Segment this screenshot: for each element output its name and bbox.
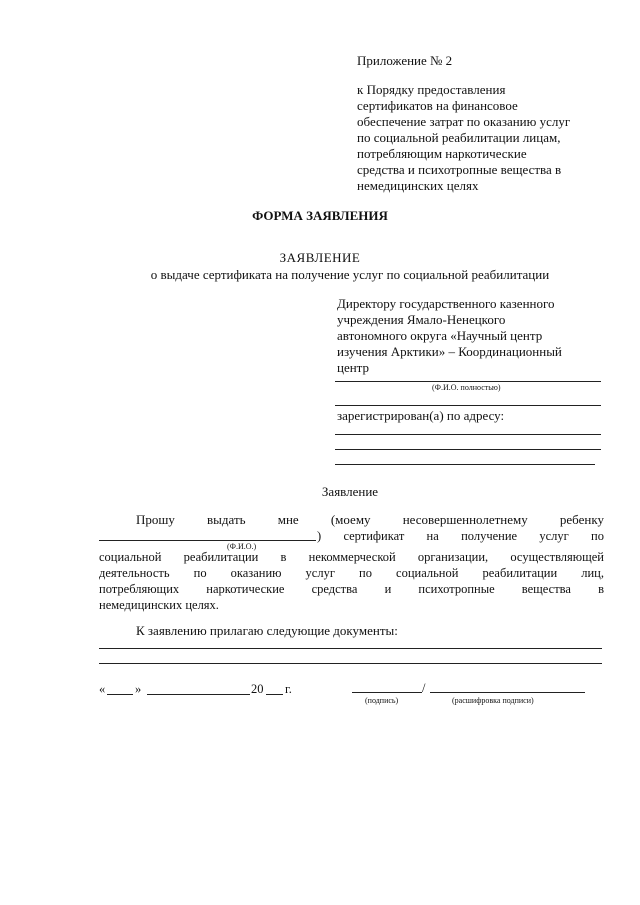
year-suffix: г. <box>285 682 292 696</box>
child-fio-line[interactable] <box>99 540 316 541</box>
form-title: ФОРМА ЗАЯВЛЕНИЯ <box>252 208 388 223</box>
day-field[interactable] <box>107 694 133 695</box>
signature-caption: (подпись) <box>365 696 399 705</box>
body-line-last: немедицинских целях. <box>99 598 219 612</box>
appendix-line: по социальной реабилитации лицам, <box>357 130 561 145</box>
appendix-line: немедицинских целях <box>357 178 479 193</box>
addressee-line: Директору государственного казенного <box>337 296 555 311</box>
appendix-line: сертификатов на финансовое <box>357 98 518 113</box>
request-line-2: ) сертификат на получение услуг по <box>317 529 604 543</box>
signature-decode-field[interactable] <box>430 692 585 693</box>
appendix-line: средства и психотропные вещества в <box>357 162 562 177</box>
date-quote-open: « <box>99 682 106 696</box>
appendix-line: к Порядку предоставления <box>357 82 506 97</box>
month-field[interactable] <box>147 694 250 695</box>
body-line: социальной реабилитации в некоммерческой организации, осуществляющей <box>99 550 604 564</box>
date-quote-close: » <box>135 682 142 696</box>
signature-field[interactable] <box>352 692 422 693</box>
body-line: потребляющих наркотические средства и психотропные вещества в <box>99 582 604 596</box>
attachments-label: К заявлению прилагаю следующие документы: <box>136 623 398 638</box>
addressee-line: автономного округа «Научный центр <box>337 328 543 343</box>
year-prefix: 20 <box>251 682 264 696</box>
fio-full-caption: (Ф.И.О. полностью) <box>432 383 501 392</box>
request-line-1 <box>136 512 604 528</box>
fio-full-line-2[interactable] <box>335 405 601 406</box>
address-line-3[interactable] <box>335 464 595 465</box>
statement-heading: ЗАЯВЛЕНИЕ <box>279 250 361 265</box>
request-word: выдать <box>207 512 246 527</box>
body-line: деятельность по оказанию услуг по социальной реабилитации лиц, <box>99 566 604 580</box>
request-word: несовершеннолетнему <box>402 512 528 527</box>
address-line-1[interactable] <box>335 434 601 435</box>
attachments-line-1[interactable] <box>99 648 602 649</box>
registered-label: зарегистрирован(а) по адресу: <box>337 408 505 423</box>
fio-full-line[interactable] <box>335 381 601 382</box>
child-fio-caption: (Ф.И.О.) <box>227 542 257 551</box>
address-line-2[interactable] <box>335 449 601 450</box>
addressee-line: изучения Арктики» – Координационный <box>337 344 562 359</box>
request-word: (моему <box>330 512 371 527</box>
addressee-line: центр <box>337 360 370 375</box>
decode-caption: (расшифровка подписи) <box>452 696 534 705</box>
year-field[interactable] <box>266 694 283 695</box>
signature-slash: / <box>422 681 426 695</box>
request-word: мне <box>277 512 299 527</box>
appendix-line: потребляющим наркотические <box>357 146 527 161</box>
request-word: ребенку <box>559 512 604 527</box>
appendix-number: Приложение № 2 <box>357 53 453 68</box>
addressee <box>337 296 617 376</box>
request-word: Прошу <box>136 512 175 527</box>
appendix-line: обеспечение затрат по оказанию услуг <box>357 114 571 129</box>
appendix-text <box>357 82 627 194</box>
attachments-line-2[interactable] <box>99 663 602 664</box>
body-heading: Заявление <box>321 484 379 499</box>
statement-subtitle: о выдаче сертификата на получение услуг по социальной реабилитации <box>150 267 550 282</box>
addressee-line: учреждения Ямало-Ненецкого <box>337 312 506 327</box>
